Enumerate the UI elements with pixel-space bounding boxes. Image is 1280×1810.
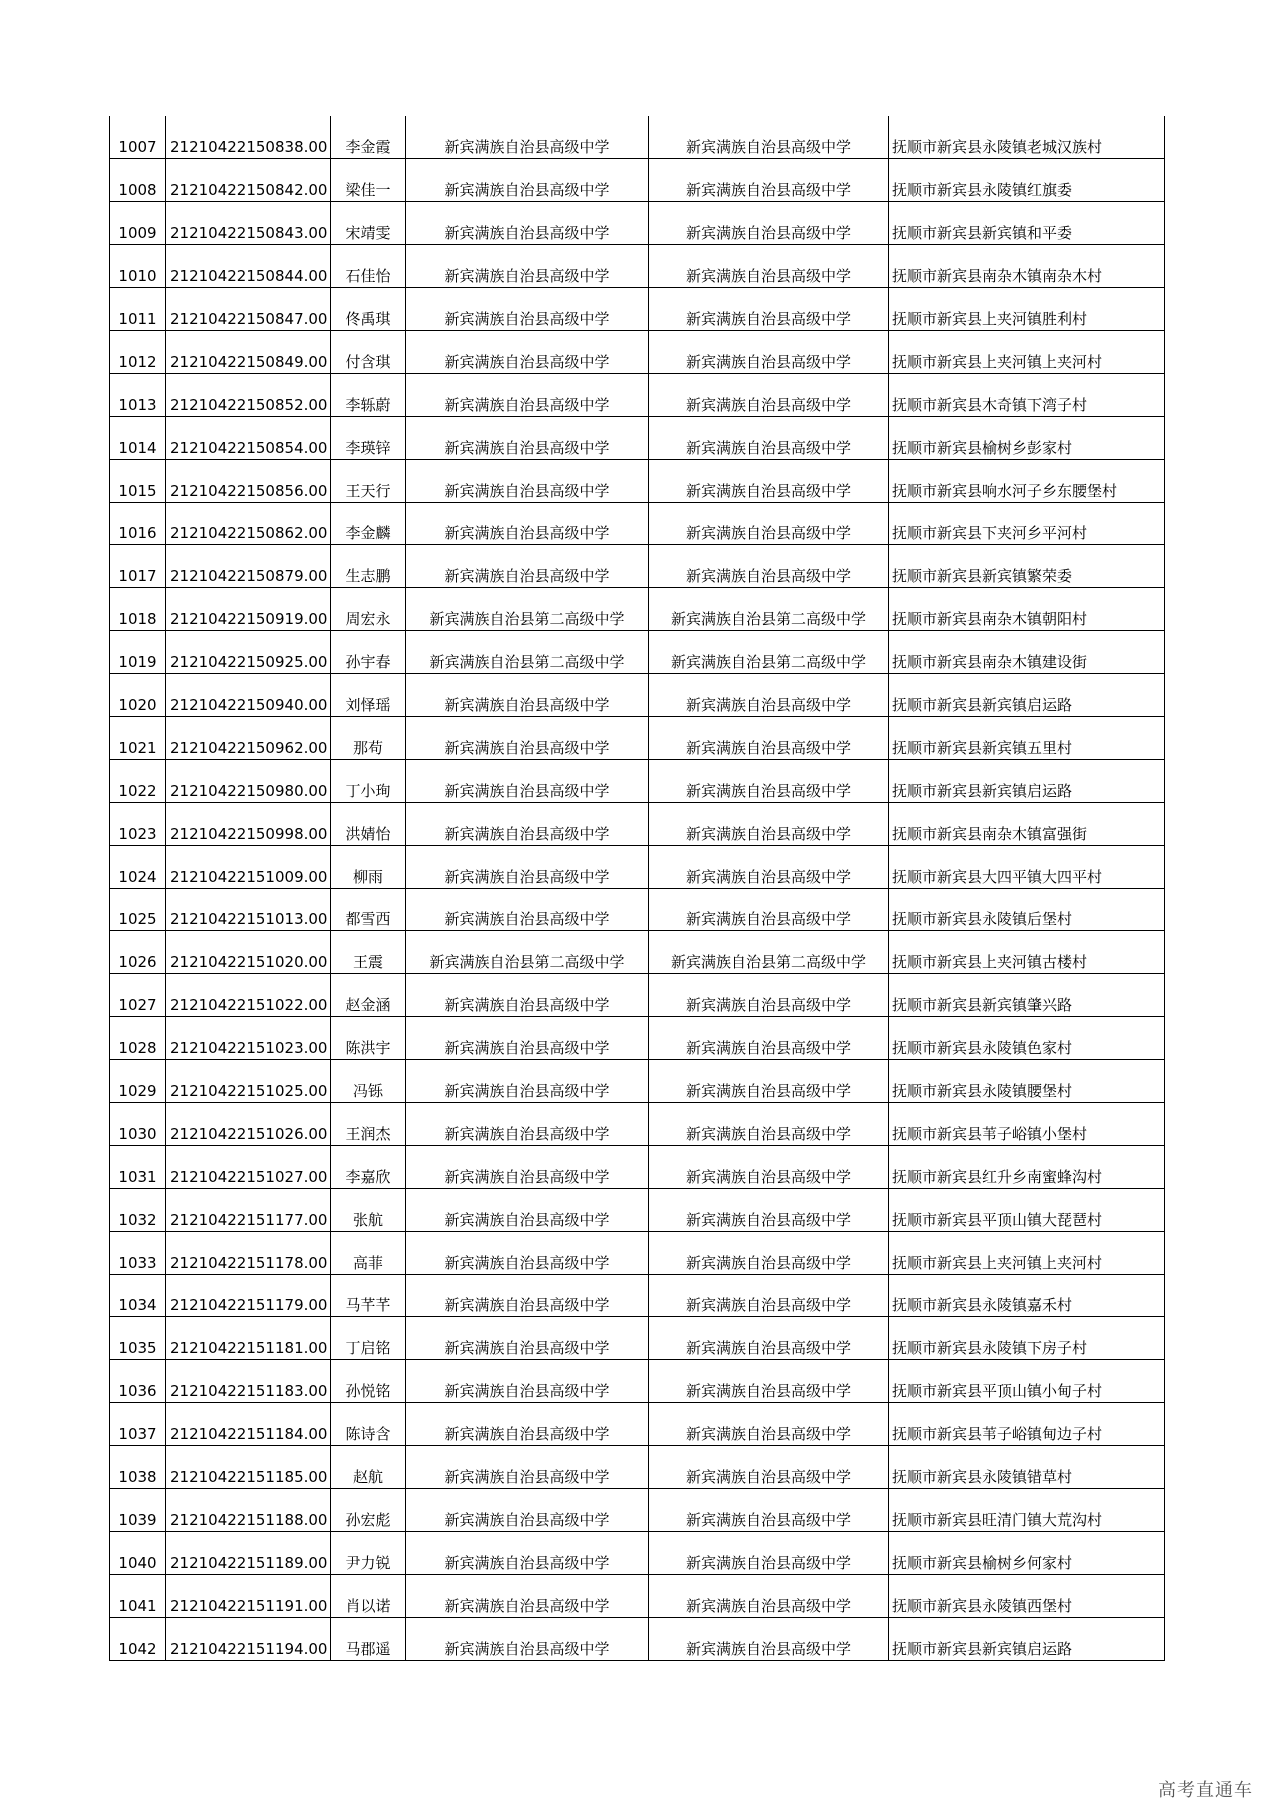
exam-id-cell: 21210422151189.00	[166, 1531, 331, 1574]
row-number-cell: 1030	[110, 1102, 166, 1145]
table-row	[110, 1188, 1165, 1231]
address-cell: 抚顺市新宾县榆树乡彭家村	[889, 416, 1165, 459]
graduating-school-cell: 新宾满族自治县高级中学	[649, 202, 889, 245]
address-cell: 抚顺市新宾县平顶山镇小甸子村	[889, 1360, 1165, 1403]
exam-id-cell: 21210422151188.00	[166, 1489, 331, 1532]
exam-id-cell: 21210422151013.00	[166, 888, 331, 931]
address-cell: 抚顺市新宾县南杂木镇南杂木村	[889, 245, 1165, 288]
address-cell: 抚顺市新宾县新宾镇启运路	[889, 674, 1165, 717]
address-cell: 抚顺市新宾县永陵镇腰堡村	[889, 1060, 1165, 1103]
address-cell: 抚顺市新宾县上夹河镇上夹河村	[889, 1231, 1165, 1274]
graduating-school-cell: 新宾满族自治县高级中学	[649, 330, 889, 373]
exam-id-cell: 21210422150925.00	[166, 631, 331, 674]
address-cell: 抚顺市新宾县新宾镇繁荣委	[889, 545, 1165, 588]
student-name-cell: 李金麟	[331, 502, 406, 545]
address-cell: 抚顺市新宾县新宾镇五里村	[889, 716, 1165, 759]
exam-id-cell: 21210422151027.00	[166, 1145, 331, 1188]
address-cell: 抚顺市新宾县苇子峪镇小堡村	[889, 1102, 1165, 1145]
graduating-school-cell: 新宾满族自治县高级中学	[649, 1403, 889, 1446]
row-number-cell: 1039	[110, 1489, 166, 1532]
row-number-cell: 1032	[110, 1188, 166, 1231]
address-cell: 抚顺市新宾县下夹河乡平河村	[889, 502, 1165, 545]
exam-id-cell: 21210422150844.00	[166, 245, 331, 288]
school-cell: 新宾满族自治县第二高级中学	[406, 931, 649, 974]
table-row	[110, 288, 1165, 331]
school-cell: 新宾满族自治县高级中学	[406, 373, 649, 416]
graduating-school-cell: 新宾满族自治县高级中学	[649, 373, 889, 416]
row-number-cell: 1035	[110, 1317, 166, 1360]
address-cell: 抚顺市新宾县永陵镇嘉禾村	[889, 1274, 1165, 1317]
table-row	[110, 1617, 1165, 1660]
graduating-school-cell: 新宾满族自治县高级中学	[649, 888, 889, 931]
address-cell: 抚顺市新宾县永陵镇错草村	[889, 1446, 1165, 1489]
table-row	[110, 116, 1165, 159]
school-cell: 新宾满族自治县高级中学	[406, 888, 649, 931]
student-name-cell: 佟禹琪	[331, 288, 406, 331]
student-name-cell: 宋靖雯	[331, 202, 406, 245]
table-row	[110, 588, 1165, 631]
graduating-school-cell: 新宾满族自治县高级中学	[649, 759, 889, 802]
exam-id-cell: 21210422150847.00	[166, 288, 331, 331]
address-cell: 抚顺市新宾县响水河子乡东腰堡村	[889, 459, 1165, 502]
exam-id-cell: 21210422151184.00	[166, 1403, 331, 1446]
exam-id-cell: 21210422150842.00	[166, 159, 331, 202]
exam-id-cell: 21210422150862.00	[166, 502, 331, 545]
graduating-school-cell: 新宾满族自治县第二高级中学	[649, 588, 889, 631]
row-number-cell: 1013	[110, 373, 166, 416]
school-cell: 新宾满族自治县高级中学	[406, 245, 649, 288]
row-number-cell: 1029	[110, 1060, 166, 1103]
exam-id-cell: 21210422151194.00	[166, 1617, 331, 1660]
school-cell: 新宾满族自治县高级中学	[406, 330, 649, 373]
table-row	[110, 373, 1165, 416]
school-cell: 新宾满族自治县高级中学	[406, 1145, 649, 1188]
row-number-cell: 1022	[110, 759, 166, 802]
row-number-cell: 1034	[110, 1274, 166, 1317]
row-number-cell: 1008	[110, 159, 166, 202]
table-row	[110, 931, 1165, 974]
graduating-school-cell: 新宾满族自治县高级中学	[649, 1531, 889, 1574]
school-cell: 新宾满族自治县高级中学	[406, 416, 649, 459]
watermark: 高考直通车	[1158, 1780, 1253, 1801]
row-number-cell: 1019	[110, 631, 166, 674]
address-cell: 抚顺市新宾县南杂木镇朝阳村	[889, 588, 1165, 631]
graduating-school-cell: 新宾满族自治县高级中学	[649, 1188, 889, 1231]
address-cell: 抚顺市新宾县南杂木镇富强街	[889, 802, 1165, 845]
graduating-school-cell: 新宾满族自治县高级中学	[649, 1102, 889, 1145]
school-cell: 新宾满族自治县高级中学	[406, 974, 649, 1017]
school-cell: 新宾满族自治县高级中学	[406, 502, 649, 545]
student-name-cell: 刘怿瑶	[331, 674, 406, 717]
school-cell: 新宾满族自治县高级中学	[406, 1017, 649, 1060]
address-cell: 抚顺市新宾县上夹河镇胜利村	[889, 288, 1165, 331]
table-row	[110, 1017, 1165, 1060]
table-row	[110, 888, 1165, 931]
row-number-cell: 1031	[110, 1145, 166, 1188]
school-cell: 新宾满族自治县高级中学	[406, 1060, 649, 1103]
student-name-cell: 丁小珣	[331, 759, 406, 802]
student-name-cell: 都雪西	[331, 888, 406, 931]
graduating-school-cell: 新宾满族自治县高级中学	[649, 459, 889, 502]
row-number-cell: 1016	[110, 502, 166, 545]
row-number-cell: 1021	[110, 716, 166, 759]
table-row	[110, 202, 1165, 245]
table-row	[110, 1317, 1165, 1360]
school-cell: 新宾满族自治县高级中学	[406, 716, 649, 759]
table-row	[110, 245, 1165, 288]
graduating-school-cell: 新宾满族自治县高级中学	[649, 1446, 889, 1489]
school-cell: 新宾满族自治县高级中学	[406, 1574, 649, 1617]
school-cell: 新宾满族自治县高级中学	[406, 1102, 649, 1145]
exam-id-cell: 21210422151179.00	[166, 1274, 331, 1317]
table-row	[110, 1145, 1165, 1188]
table-row	[110, 1360, 1165, 1403]
graduating-school-cell: 新宾满族自治县高级中学	[649, 245, 889, 288]
school-cell: 新宾满族自治县高级中学	[406, 802, 649, 845]
address-cell: 抚顺市新宾县榆树乡何家村	[889, 1531, 1165, 1574]
address-cell: 抚顺市新宾县永陵镇下房子村	[889, 1317, 1165, 1360]
student-name-cell: 马郡遥	[331, 1617, 406, 1660]
row-number-cell: 1007	[110, 116, 166, 159]
table-row	[110, 1231, 1165, 1274]
graduating-school-cell: 新宾满族自治县高级中学	[649, 1145, 889, 1188]
school-cell: 新宾满族自治县高级中学	[406, 116, 649, 159]
table-row	[110, 1274, 1165, 1317]
graduating-school-cell: 新宾满族自治县高级中学	[649, 1274, 889, 1317]
address-cell: 抚顺市新宾县新宾镇肇兴路	[889, 974, 1165, 1017]
exam-id-cell: 21210422150980.00	[166, 759, 331, 802]
table-row	[110, 759, 1165, 802]
exam-id-cell: 21210422151177.00	[166, 1188, 331, 1231]
student-name-cell: 孙宏彪	[331, 1489, 406, 1532]
address-cell: 抚顺市新宾县苇子峪镇甸边子村	[889, 1403, 1165, 1446]
exam-id-cell: 21210422151009.00	[166, 845, 331, 888]
graduating-school-cell: 新宾满族自治县高级中学	[649, 802, 889, 845]
school-cell: 新宾满族自治县高级中学	[406, 1531, 649, 1574]
table-row	[110, 631, 1165, 674]
table-row	[110, 459, 1165, 502]
row-number-cell: 1017	[110, 545, 166, 588]
row-number-cell: 1011	[110, 288, 166, 331]
row-number-cell: 1028	[110, 1017, 166, 1060]
exam-id-cell: 21210422150879.00	[166, 545, 331, 588]
graduating-school-cell: 新宾满族自治县高级中学	[649, 974, 889, 1017]
student-name-cell: 洪婧怡	[331, 802, 406, 845]
address-cell: 抚顺市新宾县永陵镇红旗委	[889, 159, 1165, 202]
student-name-cell: 梁佳一	[331, 159, 406, 202]
exam-id-cell: 21210422150856.00	[166, 459, 331, 502]
address-cell: 抚顺市新宾县上夹河镇古楼村	[889, 931, 1165, 974]
student-name-cell: 孙悦铭	[331, 1360, 406, 1403]
row-number-cell: 1038	[110, 1446, 166, 1489]
table-row	[110, 802, 1165, 845]
exam-id-cell: 21210422150852.00	[166, 373, 331, 416]
table-row	[110, 1102, 1165, 1145]
graduating-school-cell: 新宾满族自治县高级中学	[649, 716, 889, 759]
exam-id-cell: 21210422150843.00	[166, 202, 331, 245]
exam-id-cell: 21210422150854.00	[166, 416, 331, 459]
student-name-cell: 王润杰	[331, 1102, 406, 1145]
student-name-cell: 李瑛锌	[331, 416, 406, 459]
student-name-cell: 肖以诺	[331, 1574, 406, 1617]
school-cell: 新宾满族自治县高级中学	[406, 1360, 649, 1403]
school-cell: 新宾满族自治县第二高级中学	[406, 631, 649, 674]
row-number-cell: 1015	[110, 459, 166, 502]
table-row	[110, 845, 1165, 888]
table-row	[110, 1060, 1165, 1103]
address-cell: 抚顺市新宾县永陵镇西堡村	[889, 1574, 1165, 1617]
row-number-cell: 1025	[110, 888, 166, 931]
exam-id-cell: 21210422151185.00	[166, 1446, 331, 1489]
table-row	[110, 674, 1165, 717]
school-cell: 新宾满族自治县高级中学	[406, 674, 649, 717]
school-cell: 新宾满族自治县高级中学	[406, 288, 649, 331]
row-number-cell: 1014	[110, 416, 166, 459]
table-row	[110, 416, 1165, 459]
student-name-cell: 高菲	[331, 1231, 406, 1274]
row-number-cell: 1033	[110, 1231, 166, 1274]
graduating-school-cell: 新宾满族自治县高级中学	[649, 159, 889, 202]
row-number-cell: 1026	[110, 931, 166, 974]
table-row	[110, 974, 1165, 1017]
row-number-cell: 1036	[110, 1360, 166, 1403]
school-cell: 新宾满族自治县高级中学	[406, 1231, 649, 1274]
exam-id-cell: 21210422151183.00	[166, 1360, 331, 1403]
address-cell: 抚顺市新宾县木奇镇下湾子村	[889, 373, 1165, 416]
address-cell: 抚顺市新宾县旺清门镇大荒沟村	[889, 1489, 1165, 1532]
row-number-cell: 1010	[110, 245, 166, 288]
student-name-cell: 生志鹏	[331, 545, 406, 588]
school-cell: 新宾满族自治县高级中学	[406, 1489, 649, 1532]
address-cell: 抚顺市新宾县大四平镇大四平村	[889, 845, 1165, 888]
graduating-school-cell: 新宾满族自治县高级中学	[649, 1574, 889, 1617]
graduating-school-cell: 新宾满族自治县高级中学	[649, 1489, 889, 1532]
school-cell: 新宾满族自治县高级中学	[406, 202, 649, 245]
student-name-cell: 赵航	[331, 1446, 406, 1489]
exam-id-cell: 21210422151022.00	[166, 974, 331, 1017]
table-body	[110, 116, 1165, 1660]
exam-id-cell: 21210422151026.00	[166, 1102, 331, 1145]
graduating-school-cell: 新宾满族自治县第二高级中学	[649, 631, 889, 674]
school-cell: 新宾满族自治县高级中学	[406, 845, 649, 888]
student-name-cell: 王天行	[331, 459, 406, 502]
graduating-school-cell: 新宾满族自治县高级中学	[649, 1060, 889, 1103]
exam-id-cell: 21210422150998.00	[166, 802, 331, 845]
student-name-cell: 丁启铭	[331, 1317, 406, 1360]
exam-id-cell: 21210422151025.00	[166, 1060, 331, 1103]
graduating-school-cell: 新宾满族自治县高级中学	[649, 288, 889, 331]
graduating-school-cell: 新宾满族自治县高级中学	[649, 674, 889, 717]
row-number-cell: 1040	[110, 1531, 166, 1574]
school-cell: 新宾满族自治县高级中学	[406, 1617, 649, 1660]
row-number-cell: 1018	[110, 588, 166, 631]
exam-id-cell: 21210422150962.00	[166, 716, 331, 759]
student-name-cell: 张航	[331, 1188, 406, 1231]
school-cell: 新宾满族自治县高级中学	[406, 1446, 649, 1489]
student-name-cell: 石佳怡	[331, 245, 406, 288]
exam-id-cell: 21210422151020.00	[166, 931, 331, 974]
exam-id-cell: 21210422151191.00	[166, 1574, 331, 1617]
student-name-cell: 孙宇春	[331, 631, 406, 674]
row-number-cell: 1027	[110, 974, 166, 1017]
graduating-school-cell: 新宾满族自治县高级中学	[649, 845, 889, 888]
row-number-cell: 1024	[110, 845, 166, 888]
student-name-cell: 李轹蔚	[331, 373, 406, 416]
address-cell: 抚顺市新宾县平顶山镇大琵琶村	[889, 1188, 1165, 1231]
row-number-cell: 1020	[110, 674, 166, 717]
address-cell: 抚顺市新宾县永陵镇老城汉族村	[889, 116, 1165, 159]
school-cell: 新宾满族自治县高级中学	[406, 459, 649, 502]
address-cell: 抚顺市新宾县永陵镇色家村	[889, 1017, 1165, 1060]
row-number-cell: 1009	[110, 202, 166, 245]
school-cell: 新宾满族自治县高级中学	[406, 1403, 649, 1446]
address-cell: 抚顺市新宾县南杂木镇建设街	[889, 631, 1165, 674]
exam-id-cell: 21210422151178.00	[166, 1231, 331, 1274]
address-cell: 抚顺市新宾县上夹河镇上夹河村	[889, 330, 1165, 373]
table-row	[110, 330, 1165, 373]
student-name-cell: 王震	[331, 931, 406, 974]
graduating-school-cell: 新宾满族自治县高级中学	[649, 502, 889, 545]
student-name-cell: 陈洪宇	[331, 1017, 406, 1060]
row-number-cell: 1042	[110, 1617, 166, 1660]
student-name-cell: 马芊芊	[331, 1274, 406, 1317]
address-cell: 抚顺市新宾县新宾镇启运路	[889, 1617, 1165, 1660]
graduating-school-cell: 新宾满族自治县高级中学	[649, 1231, 889, 1274]
exam-id-cell: 21210422150919.00	[166, 588, 331, 631]
table-row	[110, 1489, 1165, 1532]
table-row	[110, 545, 1165, 588]
school-cell: 新宾满族自治县高级中学	[406, 1188, 649, 1231]
address-cell: 抚顺市新宾县新宾镇和平委	[889, 202, 1165, 245]
data-table	[109, 116, 1165, 1661]
exam-id-cell: 21210422151023.00	[166, 1017, 331, 1060]
table-row	[110, 1403, 1165, 1446]
table-row	[110, 502, 1165, 545]
row-number-cell: 1023	[110, 802, 166, 845]
graduating-school-cell: 新宾满族自治县高级中学	[649, 1317, 889, 1360]
school-cell: 新宾满族自治县高级中学	[406, 545, 649, 588]
graduating-school-cell: 新宾满族自治县第二高级中学	[649, 931, 889, 974]
school-cell: 新宾满族自治县高级中学	[406, 159, 649, 202]
school-cell: 新宾满族自治县高级中学	[406, 1317, 649, 1360]
row-number-cell: 1037	[110, 1403, 166, 1446]
table-row	[110, 159, 1165, 202]
exam-id-cell: 21210422151181.00	[166, 1317, 331, 1360]
exam-id-cell: 21210422150838.00	[166, 116, 331, 159]
student-name-cell: 李嘉欣	[331, 1145, 406, 1188]
student-name-cell: 柳雨	[331, 845, 406, 888]
school-cell: 新宾满族自治县高级中学	[406, 759, 649, 802]
row-number-cell: 1041	[110, 1574, 166, 1617]
student-name-cell: 那苟	[331, 716, 406, 759]
graduating-school-cell: 新宾满族自治县高级中学	[649, 1017, 889, 1060]
student-name-cell: 尹力锐	[331, 1531, 406, 1574]
school-cell: 新宾满族自治县第二高级中学	[406, 588, 649, 631]
exam-id-cell: 21210422150849.00	[166, 330, 331, 373]
graduating-school-cell: 新宾满族自治县高级中学	[649, 1360, 889, 1403]
graduating-school-cell: 新宾满族自治县高级中学	[649, 1617, 889, 1660]
table-row	[110, 716, 1165, 759]
row-number-cell: 1012	[110, 330, 166, 373]
address-cell: 抚顺市新宾县新宾镇启运路	[889, 759, 1165, 802]
table-row	[110, 1574, 1165, 1617]
address-cell: 抚顺市新宾县永陵镇后堡村	[889, 888, 1165, 931]
table-row	[110, 1531, 1165, 1574]
student-name-cell: 周宏永	[331, 588, 406, 631]
student-name-cell: 李金霞	[331, 116, 406, 159]
table-row	[110, 1446, 1165, 1489]
school-cell: 新宾满族自治县高级中学	[406, 1274, 649, 1317]
student-name-cell: 付含琪	[331, 330, 406, 373]
graduating-school-cell: 新宾满族自治县高级中学	[649, 545, 889, 588]
student-name-cell: 赵金涵	[331, 974, 406, 1017]
exam-id-cell: 21210422150940.00	[166, 674, 331, 717]
address-cell: 抚顺市新宾县红升乡南蜜蜂沟村	[889, 1145, 1165, 1188]
graduating-school-cell: 新宾满族自治县高级中学	[649, 416, 889, 459]
graduating-school-cell: 新宾满族自治县高级中学	[649, 116, 889, 159]
student-name-cell: 冯铄	[331, 1060, 406, 1103]
student-name-cell: 陈诗含	[331, 1403, 406, 1446]
